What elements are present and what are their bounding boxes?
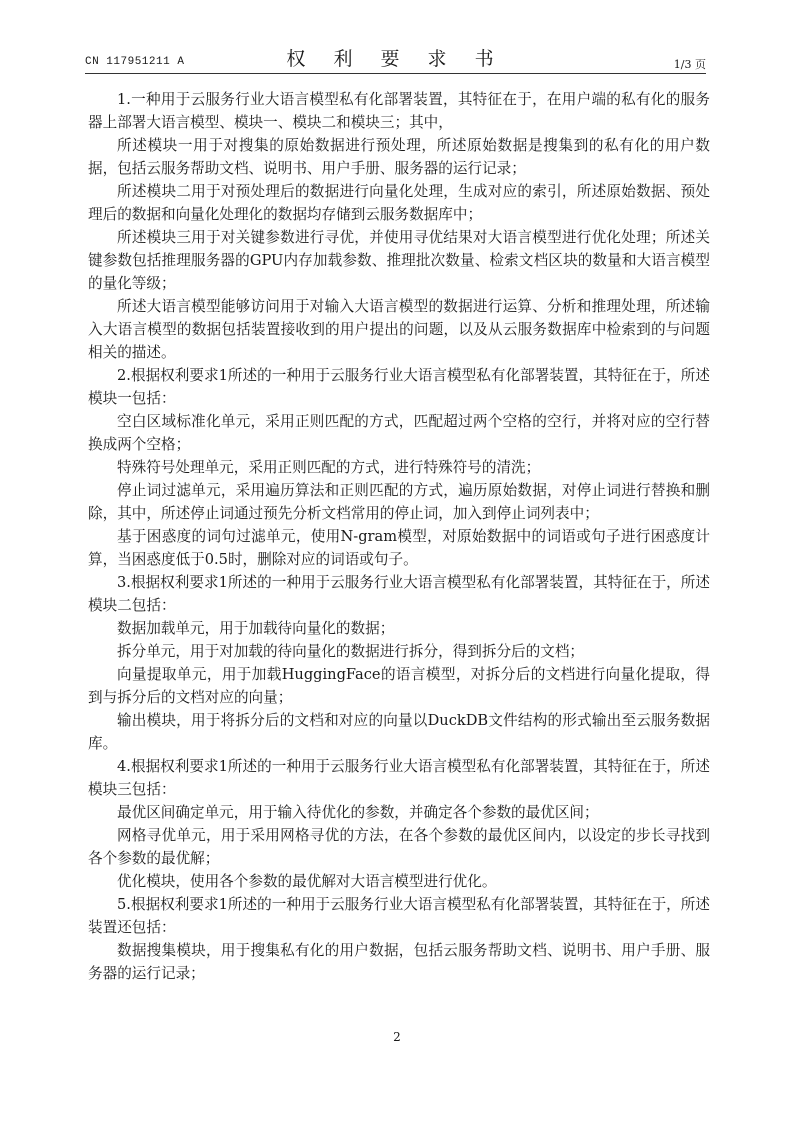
claim-paragraph: 所述模块二用于对预处理后的数据进行向量化处理，生成对应的索引，所述原始数据、预处理后的数据和向量化处理化的数据均存储到云服务数据库中； <box>88 183 710 223</box>
publication-number: CN 117951211 A <box>85 56 185 68</box>
claim-paragraph: 最优区间确定单元，用于输入待优化的参数，并确定各个参数的最优区间； <box>117 804 599 821</box>
claim-paragraph: 数据加载单元，用于加载待向量化的数据； <box>117 620 395 637</box>
page-header <box>85 44 706 74</box>
page-number: 2 <box>393 1030 401 1044</box>
claim-paragraph: 所述大语言模型能够访问用于对输入大语言模型的数据进行运算、分析和推理处理，所述输入大语言模型的数据包括装置接收到的用户提出的问题，以及从云服务数据库中检索到的与问题相关的描述。 <box>88 298 710 361</box>
header-rule <box>85 73 706 74</box>
claim-paragraph: 数据搜集模块，用于搜集私有化的用户数据，包括云服务帮助文档、说明书、用户手册、服务器的运行记录； <box>88 942 710 982</box>
claim-paragraph: 5.根据权利要求1所述的一种用于云服务行业大语言模型私有化部署装置，其特征在于，所述装置还包括： <box>88 896 710 936</box>
claim-paragraph: 空白区域标准化单元，采用正则匹配的方式，匹配超过两个空格的空行，并将对应的空行替换成两个空格； <box>88 413 710 453</box>
claim-paragraph: 网格寻优单元，用于采用网格寻优的方法，在各个参数的最优区间内，以设定的步长寻找到各个参数的最优解； <box>88 827 710 867</box>
claim-paragraph: 基于困惑度的词句过滤单元，使用N-gram模型，对原始数据中的词语或句子进行困惑度计算，当困惑度低于0.5时，删除对应的词语或句子。 <box>88 528 710 568</box>
claim-paragraph: 特殊符号处理单元，采用正则匹配的方式，进行特殊符号的清洗； <box>117 459 541 476</box>
claims-body <box>88 88 710 985</box>
claim-paragraph: 所述模块一用于对搜集的原始数据进行预处理，所述原始数据是搜集到的私有化的用户数据，包括云服务帮助文档、说明书、用户手册、服务器的运行记录； <box>88 137 710 177</box>
claim-paragraph: 4.根据权利要求1所述的一种用于云服务行业大语言模型私有化部署装置，其特征在于，所述模块三包括： <box>88 758 710 798</box>
document-title: 权 利 要 求 书 <box>286 48 505 70</box>
claim-paragraph: 1.一种用于云服务行业大语言模型私有化部署装置，其特征在于，在用户端的私有化的服务器上部署大语言模型、模块一、模块二和模块三；其中， <box>88 91 710 131</box>
claim-paragraph: 向量提取单元，用于加载HuggingFace的语言模型，对拆分后的文档进行向量化提取，得到与拆分后的文档对应的向量； <box>88 666 710 706</box>
claim-paragraph: 2.根据权利要求1所述的一种用于云服务行业大语言模型私有化部署装置，其特征在于，所述模块一包括： <box>88 367 710 407</box>
page-info: 1/3 页 <box>673 58 706 71</box>
claim-paragraph: 3.根据权利要求1所述的一种用于云服务行业大语言模型私有化部署装置，其特征在于，所述模块二包括： <box>88 574 710 614</box>
claim-paragraph: 拆分单元，用于对加载的待向量化的数据进行拆分，得到拆分后的文档； <box>117 643 585 660</box>
claim-paragraph: 停止词过滤单元，采用遍历算法和正则匹配的方式，遍历原始数据，对停止词进行替换和删除，其中，所述停止词通过预先分析文档常用的停止词，加入到停止词列表中； <box>88 482 710 522</box>
claim-paragraph: 输出模块，用于将拆分后的文档和对应的向量以DuckDB文件结构的形式输出至云服务数据库。 <box>88 712 710 752</box>
claim-paragraph: 优化模块，使用各个参数的最优解对大语言模型进行优化。 <box>117 873 497 890</box>
claim-paragraph: 所述模块三用于对关键参数进行寻优，并使用寻优结果对大语言模型进行优化处理；所述关键参数包括推理服务器的GPU内存加载参数、推理批次数量、检索文档区块的数量和大语言模型的量化等级； <box>88 229 710 292</box>
